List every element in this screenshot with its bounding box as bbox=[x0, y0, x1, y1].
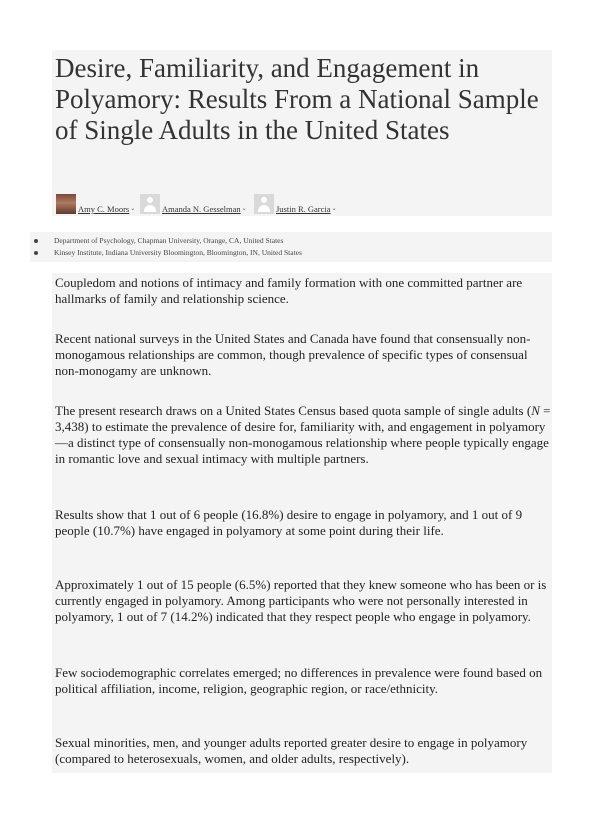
bullet-icon bbox=[34, 239, 38, 243]
author-avatar-photo bbox=[56, 194, 76, 214]
chevron-down-icon[interactable]: ⌄ bbox=[130, 205, 136, 212]
author-moors[interactable] bbox=[56, 192, 135, 214]
author-name-link[interactable]: Amanda N. Gesselman bbox=[162, 204, 241, 214]
sample-size-symbol: N bbox=[531, 403, 540, 418]
abstract-paragraph bbox=[55, 403, 551, 467]
author-gesselman[interactable] bbox=[140, 192, 247, 214]
abstract-text: = 3,438) to estimate the prevalence of desire for, familiarity with, and engagement in polyamory—a distinct type of consensually non-monogamous relationship where people typically engage in romantic love and sexual intimacy with multiple partners. bbox=[55, 403, 551, 466]
abstract-paragraph: Approximately 1 out of 15 people (6.5%) reported that they knew someone who has been or is currently engaged in polyamory. Among participants who were not personally interested in polyamory, 1 out of 7 (14.2%) indicated that they respect people who engage in polyamory. bbox=[55, 577, 547, 624]
author-name-link[interactable]: Justin R. Garcia bbox=[276, 204, 331, 214]
affiliation-text: Department of Psychology, Chapman University, Orange, CA, United States bbox=[54, 236, 284, 245]
affiliation-text: Kinsey Institute, Indiana University Bloomington, Bloomington, IN, United States bbox=[54, 248, 302, 257]
chevron-down-icon[interactable]: ⌄ bbox=[331, 205, 337, 212]
user-placeholder-icon bbox=[254, 194, 274, 214]
abstract-paragraph: Coupledom and notions of intimacy and family formation with one committed partner are hallmarks of family and relationship science. bbox=[55, 275, 523, 306]
bullet-icon bbox=[34, 251, 38, 255]
abstract-paragraph: Results show that 1 out of 6 people (16.8%) desire to engage in polyamory, and 1 out of 9 people (10.7%) have engaged in polyamory at some point during their life. bbox=[55, 507, 523, 538]
author-name-link[interactable]: Amy C. Moors bbox=[78, 204, 130, 214]
chevron-down-icon[interactable]: ⌄ bbox=[241, 205, 247, 212]
abstract-paragraph: Sexual minorities, men, and younger adults reported greater desire to engage in polyamory (compared to heterosexuals, women, and older adults, respectively). bbox=[55, 735, 528, 766]
affiliation-item bbox=[34, 235, 549, 247]
article-title: Desire, Familiarity, and Engagement in Polyamory: Results From a National Sample of Single Adults in the United States bbox=[55, 53, 539, 145]
abstract-text: The present research draws on a United States Census based quota sample of single adults ( bbox=[55, 403, 532, 418]
affiliation-list bbox=[34, 235, 549, 259]
user-placeholder-icon bbox=[140, 194, 160, 214]
author-garcia[interactable] bbox=[254, 192, 337, 214]
abstract-paragraph: Recent national surveys in the United States and Canada have found that consensually non-monogamous relationships are common, though prevalence of specific types of consensual non-monogamy are unknown. bbox=[55, 331, 531, 378]
abstract-paragraph: Few sociodemographic correlates emerged; no differences in prevalence were found based on political affiliation, income, religion, geographic region, or race/ethnicity. bbox=[55, 665, 543, 696]
author-list bbox=[56, 192, 551, 216]
affiliation-item bbox=[34, 247, 549, 259]
